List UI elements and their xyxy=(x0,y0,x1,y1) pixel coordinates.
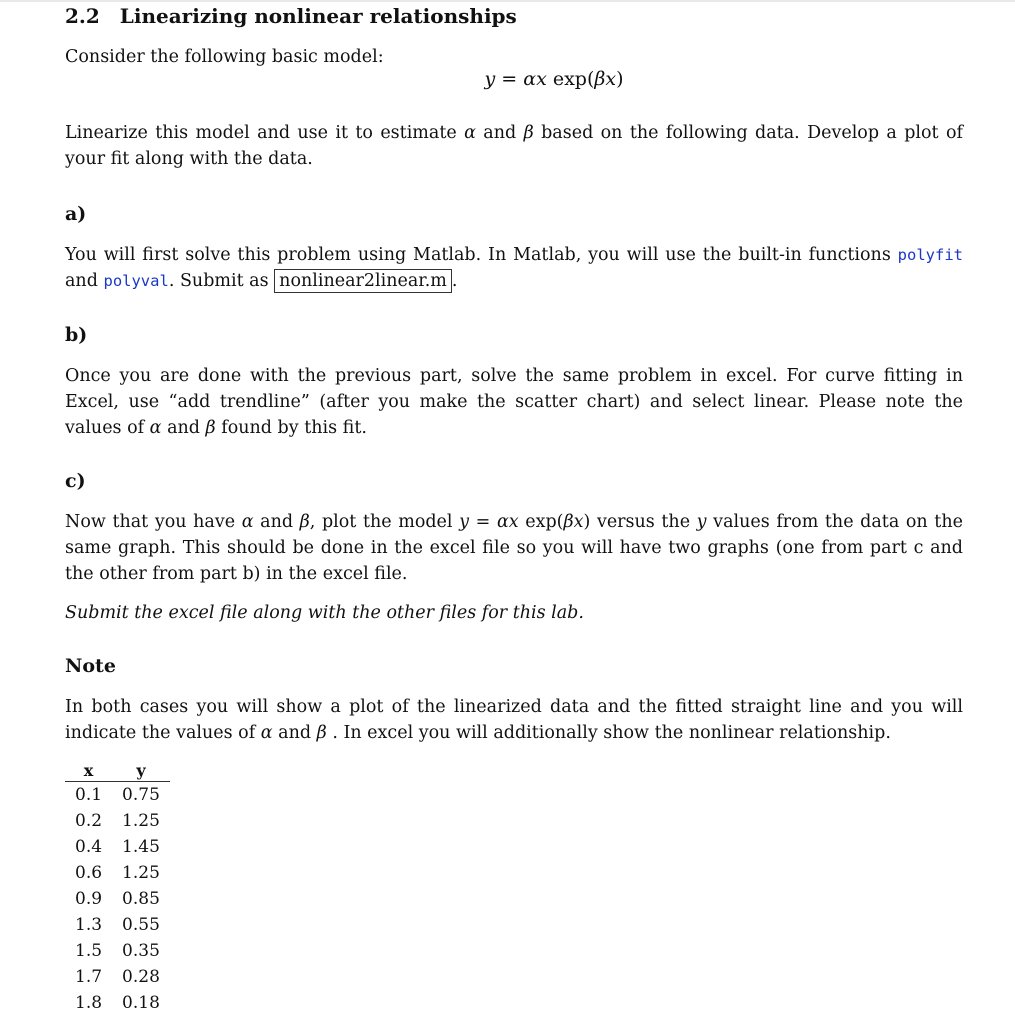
header-y: y xyxy=(112,758,170,782)
table-row: 0.6 1.25 xyxy=(75,863,160,883)
note-paragraph: In both cases you will show a plot of the linearized data and the fitted straight line and you will indicate the values of α and β . In excel you will additionally show the nonlinear relationship. xyxy=(65,697,963,743)
model-equation: y = αx exp(βx) xyxy=(484,68,624,90)
part-a-label: a) xyxy=(65,203,87,225)
section-title: Linearizing nonlinear relationships xyxy=(119,4,517,28)
table-row: 1.5 0.35 xyxy=(75,941,160,961)
table-row: 1.8 0.18 xyxy=(75,993,160,1013)
part-b-paragraph: Once you are done with the previous part, solve the same problem in excel. For curve fitting in Excel, use “add trendline” (after you make the scatter chart) and select linear. Please note the values of α and β found by this fit. xyxy=(65,366,963,438)
task-paragraph: Linearize this model and use it to estimate α and β based on the following data. Develop a plot of your fit along with the data. xyxy=(65,123,963,169)
submit-note: Submit the excel file along with the other files for this lab. xyxy=(65,603,584,623)
part-b-label: b) xyxy=(65,324,88,346)
table-row: 1.7 0.28 xyxy=(75,967,160,987)
intro-text: Consider the following basic model: xyxy=(65,47,384,67)
table-row: 0.2 1.25 xyxy=(75,811,160,831)
part-c-paragraph: Now that you have α and β, plot the model y = αx exp(βx) versus the y values from the data on the same graph. This should be done in the excel file so you will have two graphs (one from part c and the other from part b) in the excel file. xyxy=(65,512,963,584)
table-row: 0.9 0.85 xyxy=(75,889,160,909)
polyval-code: polyval xyxy=(103,272,169,290)
note-label: Note xyxy=(65,655,116,677)
table-header-row xyxy=(65,758,170,782)
section-number: 2.2 xyxy=(65,4,100,28)
table-row: 1.3 0.55 xyxy=(75,915,160,935)
page-top-border xyxy=(0,0,1015,2)
section-heading xyxy=(65,4,517,28)
submit-filename: nonlinear2linear.m xyxy=(274,269,452,293)
polyfit-code: polyfit xyxy=(897,246,963,264)
part-a-paragraph: You will first solve this problem using Matlab. In Matlab, you will use the built-in functions polyfit and polyval. Submit as nonlinear2linear.m . xyxy=(65,245,963,291)
data-table xyxy=(65,758,170,1016)
table-row: 0.1 0.75 xyxy=(75,785,160,805)
header-x: x xyxy=(65,758,112,782)
part-c-label: c) xyxy=(65,470,86,492)
table-row: 0.4 1.45 xyxy=(75,837,160,857)
